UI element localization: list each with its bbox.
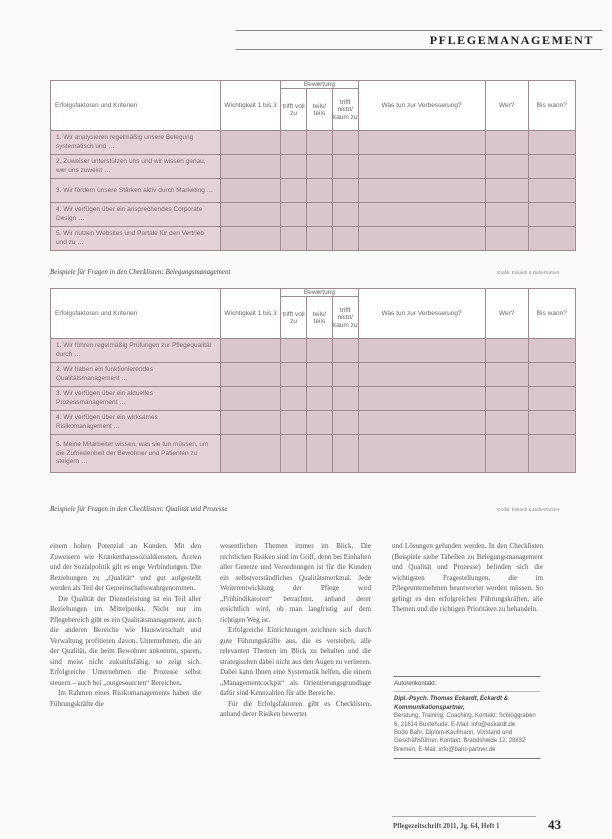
- paragraph: Im Rahmen eines Risikomanagements haben die Führungskräfte die: [50, 689, 201, 708]
- col-header-when: Bis wann?: [528, 289, 575, 339]
- col-header-improve: Was tun zur Verbesserung?: [358, 81, 485, 131]
- contact-name: Dipl.-Psych. Thomas Eckardt, Eckardt & Kommunikationspartner,: [394, 696, 509, 711]
- col-header-r1: trifft voll zu: [281, 89, 307, 131]
- table-row: [51, 155, 576, 179]
- page-number: 43: [548, 817, 561, 832]
- journal-reference: Pflegezeitschrift 2011, Jg. 64, Heft 1: [393, 822, 500, 830]
- paragraph: Die Qualität der Dienstleistung ist ein Teil aller Beziehungen im Mittelpunkt. Nicht nur im Pflegebereich gibt es ein Qualitätsmanagement, auch die anderen Bereiche wie Hauswirtschaft und Verwaltung profitieren davon. Unternehmen, die an der Qualität, die beim Bewohner ankommt, sparen, sind meist nicht zukunftsfähig, so zeigt sich. Erfolgreiche Unternehmen die Prozesse selbst steuern – auch bei „outgesourcten“ Bereichen.: [50, 594, 201, 687]
- col-header-improve: Was tun zur Verbesserung?: [358, 289, 485, 339]
- section-title: PFLEGEMANAGEMENT: [429, 33, 594, 47]
- checklist-table-belegung: [50, 80, 576, 251]
- contact-line: Bodo Bahr, Diplom-Kaufmann, Vorstand und Geschäftsführer. Kontakt: Brandsheide 12, 28832 Bremen, E-Mail: info@bahr-partner.de: [394, 730, 526, 753]
- criterion-text: 5. Wir nutzen Websites und Portale für den Vertrieb und zu …: [51, 227, 221, 251]
- criterion-text: 4. Wir verfügen über ein wirksames Risikomanagement …: [51, 411, 221, 435]
- contact-label: Autorenkontakt:: [394, 680, 540, 692]
- table-row: [51, 435, 576, 473]
- table-row: [51, 387, 576, 411]
- col-header-r3: trifft nicht/ kaum zu: [332, 89, 358, 131]
- table-row: [51, 131, 576, 155]
- col-header-rating: Bewertung: [281, 289, 358, 297]
- col-header-r2: teils/ teils: [307, 89, 333, 131]
- col-header-r2: teils/ teils: [307, 297, 333, 339]
- col-header-r3: trifft nicht/ kaum zu: [332, 297, 358, 339]
- paragraph: wesentlichen Themen immer im Blick. Die rechtlichen Risiken sind im Griff, denn bei Einhalten aller Gesetze und Verordnungen ist für die Kunden ein selbstverständliches Qualitätsmerkmal. Jede Weiterentwicklung der Pflege wird „Frühindikatoren“ betrachtet, anhand derer ersichtlich wird, ob man langfristig auf dem richtigen Weg ist.: [220, 542, 371, 624]
- paragraph: und Lösungen gefunden werden. In den Checklisten (Beispiele siehe Tabellen zu Belegungsmanagement und Qualität und Prozesse) befinden sich die wichtigsten Fragestellungen, die im Pflegeunternehmen beantwortet werden müssen. So gelingt es den erfolgreichen Führungskräften, alle Themen und die richtigen Prioritäten zu behandeln.: [392, 542, 543, 613]
- paragraph: Erfolgreiche Einrichtungen zeichnen sich durch gute Führungskräfte aus, die es verstehen, alle relevanten Themen im Blick zu behalten und die strategischen dabei nicht aus den Augen zu verlieren. Dabei kann Ihnen eine Systematik helfen, die einem „Managementcockpit“ als Orientierungsgrundlage dafür sind Kennzahlen für alle Bereiche.: [220, 626, 371, 697]
- criterion-text: 1. Wir führen regelmäßig Prüfungen zur Pflegequalität durch …: [51, 339, 221, 363]
- col-header-rating: Bewertung: [281, 81, 358, 89]
- col-header-who: Wer?: [485, 81, 528, 131]
- table-row: [51, 411, 576, 435]
- table-row: [51, 227, 576, 251]
- criterion-text: 3. Wir verfügen über ein aktuelles Prozessmanagement …: [51, 387, 221, 411]
- criterion-text: 4. Wir verfügen über ein ansprechendes Corporate Design …: [51, 203, 221, 227]
- caption-table-2: Beispiele für Fragen in den Checklisten: Qualität und Prozesse: [50, 505, 228, 513]
- criterion-text: 1. Wir analysieren regelmäßig unsere Belegung systematisch und …: [51, 131, 221, 155]
- body-column-2: [220, 541, 371, 720]
- paragraph: Für die Erfolgsfaktoren gibt es Checklisten, anhand derer Risiken bewertet: [220, 699, 371, 718]
- table-row: [51, 179, 576, 203]
- footer-rule: [392, 816, 536, 817]
- col-header-factor: Erfolgsfaktoren und Kriterien: [51, 289, 221, 339]
- table-row: [51, 203, 576, 227]
- criterion-text: 2. Zuweiser unterstützen uns und wir wissen genau, wer uns zuweist …: [51, 155, 221, 179]
- paragraph: einem hohen Potenzial an Kunden. Mit den Zuweisern wie Krankenhaussozialdiensten, Ärzten und der Sozialpolitik gilt es enge Verbindungen. Die Beziehungen zu „Qualität“ und gut aufgestellt werden als Teil der Gemeinschaftswahrgenommen.: [50, 542, 201, 592]
- source-table-2: Grafik: Eckardt & Bahr-Partner: [497, 507, 560, 512]
- col-header-weight: Wichtigkeit 1 bis 3: [220, 289, 280, 339]
- table-row: [51, 339, 576, 363]
- col-header-who: Wer?: [485, 289, 528, 339]
- contact-line: Beratung, Training, Coaching. Kontakt: Schlüggraben 6, 21614 Buxtehude. E-Mail: info@eckardt.de: [394, 713, 536, 728]
- col-header-factor: Erfolgsfaktoren und Kriterien: [51, 81, 221, 131]
- criterion-text: 5. Meine Mitarbeiter wissen, was sie tun müssen, um die Zufriedenheit der Bewohner und Patienten zu steigern …: [51, 435, 221, 473]
- criterion-text: 2. Wir haben ein funktionierendes Qualitätsmanagement …: [51, 363, 221, 387]
- col-header-when: Bis wann?: [528, 81, 575, 131]
- table-row: [51, 363, 576, 387]
- col-header-weight: Wichtigkeit 1 bis 3: [220, 81, 280, 131]
- author-contact-box: [394, 676, 540, 759]
- body-column-3: [392, 541, 543, 615]
- col-header-r1: trifft voll zu: [281, 297, 307, 339]
- criterion-text: 3. Wir fördern unsere Stärken aktiv durch Marketing …: [51, 179, 221, 203]
- caption-table-1: Beispiele für Fragen in den Checklisten: Belegungsmanagement: [50, 268, 231, 276]
- checklist-table-qualitaet: [50, 288, 576, 473]
- source-table-1: Grafik: Eckardt & Bahr-Partner: [497, 270, 560, 275]
- body-column-1: [50, 541, 201, 709]
